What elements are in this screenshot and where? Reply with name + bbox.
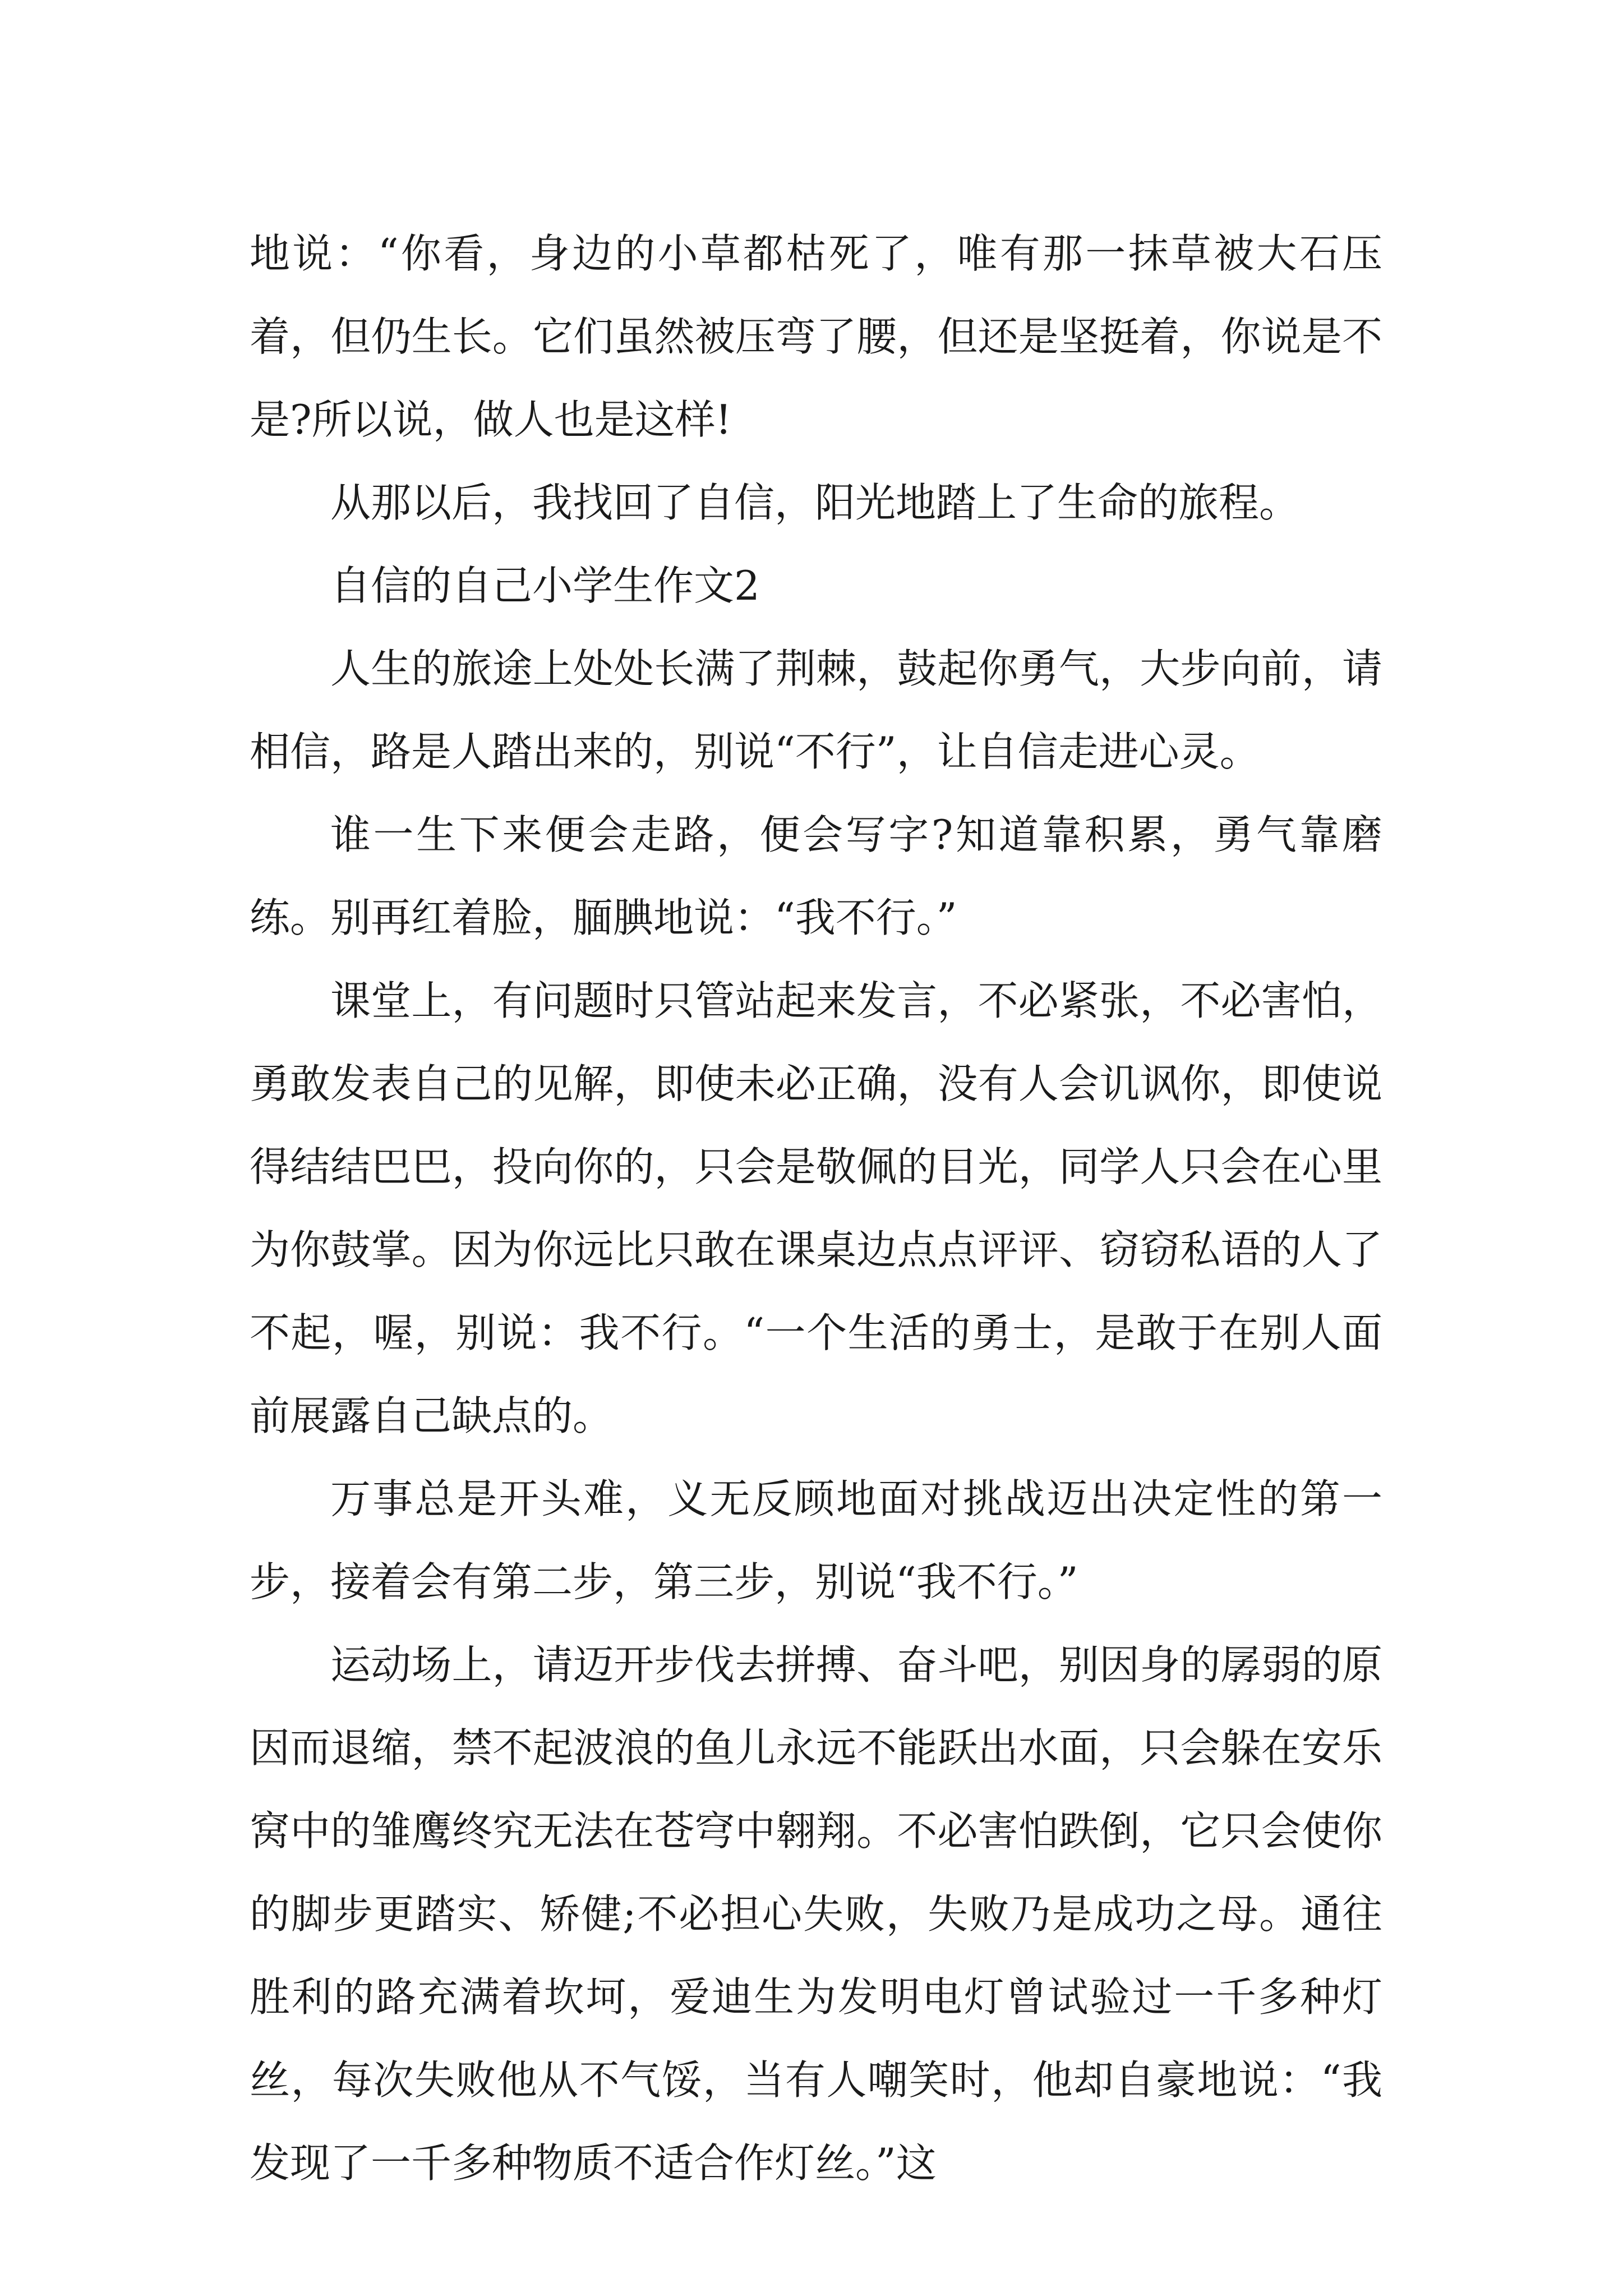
paragraph-continuation: 地说：“你看，身边的小草都枯死了，唯有那一抹草被大石压着，但仍生长。它们虽然被压弯了腰，但还是坚挺着，你说是不是?所以说，做人也是这样! — [250, 230, 1382, 443]
paragraph: 课堂上，有问题时只管站起来发言，不必紧张，不必害怕，勇敢发表自己的见解，即使未必正确，没有人会讥讽你，即使说得结结巴巴，投向你的，只会是敬佩的目光，同学人只会在心里为你鼓掌。因为你远比只敢在课桌边点点评评、窃窃私语的人了不起，喔，别说：我不行。“一个生活的勇士，是敢于在别人面前展露自己缺点的。 — [250, 977, 1382, 1439]
paragraph: 谁一生下来便会走路，便会写字?知道靠积累，勇气靠磨练。别再红着脸，腼腆地说：“我不行。” — [250, 811, 1382, 941]
paragraph: 人生的旅途上处处长满了荆棘，鼓起你勇气，大步向前，请相信，路是人踏出来的，别说“不行”，让自信走进心灵。 — [250, 645, 1382, 775]
document-body — [250, 212, 1382, 2205]
paragraph: 从那以后，我找回了自信，阳光地踏上了生命的旅程。 — [330, 479, 1300, 526]
section-heading: 自信的自己小学生作文2 — [330, 562, 760, 609]
paragraph: 万事总是开头难，义无反顾地面对挑战迈出决定性的第一步，接着会有第二步，第三步，别说“我不行。” — [250, 1475, 1382, 1605]
paragraph: 运动场上，请迈开步伐去拼搏、奋斗吧，别因身的孱弱的原因而退缩，禁不起波浪的鱼儿永远不能跃出水面，只会躲在安乐窝中的雏鹰终究无法在苍穹中翱翔。不必害怕跌倒，它只会使你的脚步更踏实、矫健;不必担心失败，失败乃是成功之母。通往胜利的路充满着坎坷，爱迪生为发明电灯曾试验过一千多种灯丝，每次失败他从不气馁，当有人嘲笑时，他却自豪地说：“我发现了一千多种物质不适合作灯丝。”这 — [250, 1641, 1382, 2187]
